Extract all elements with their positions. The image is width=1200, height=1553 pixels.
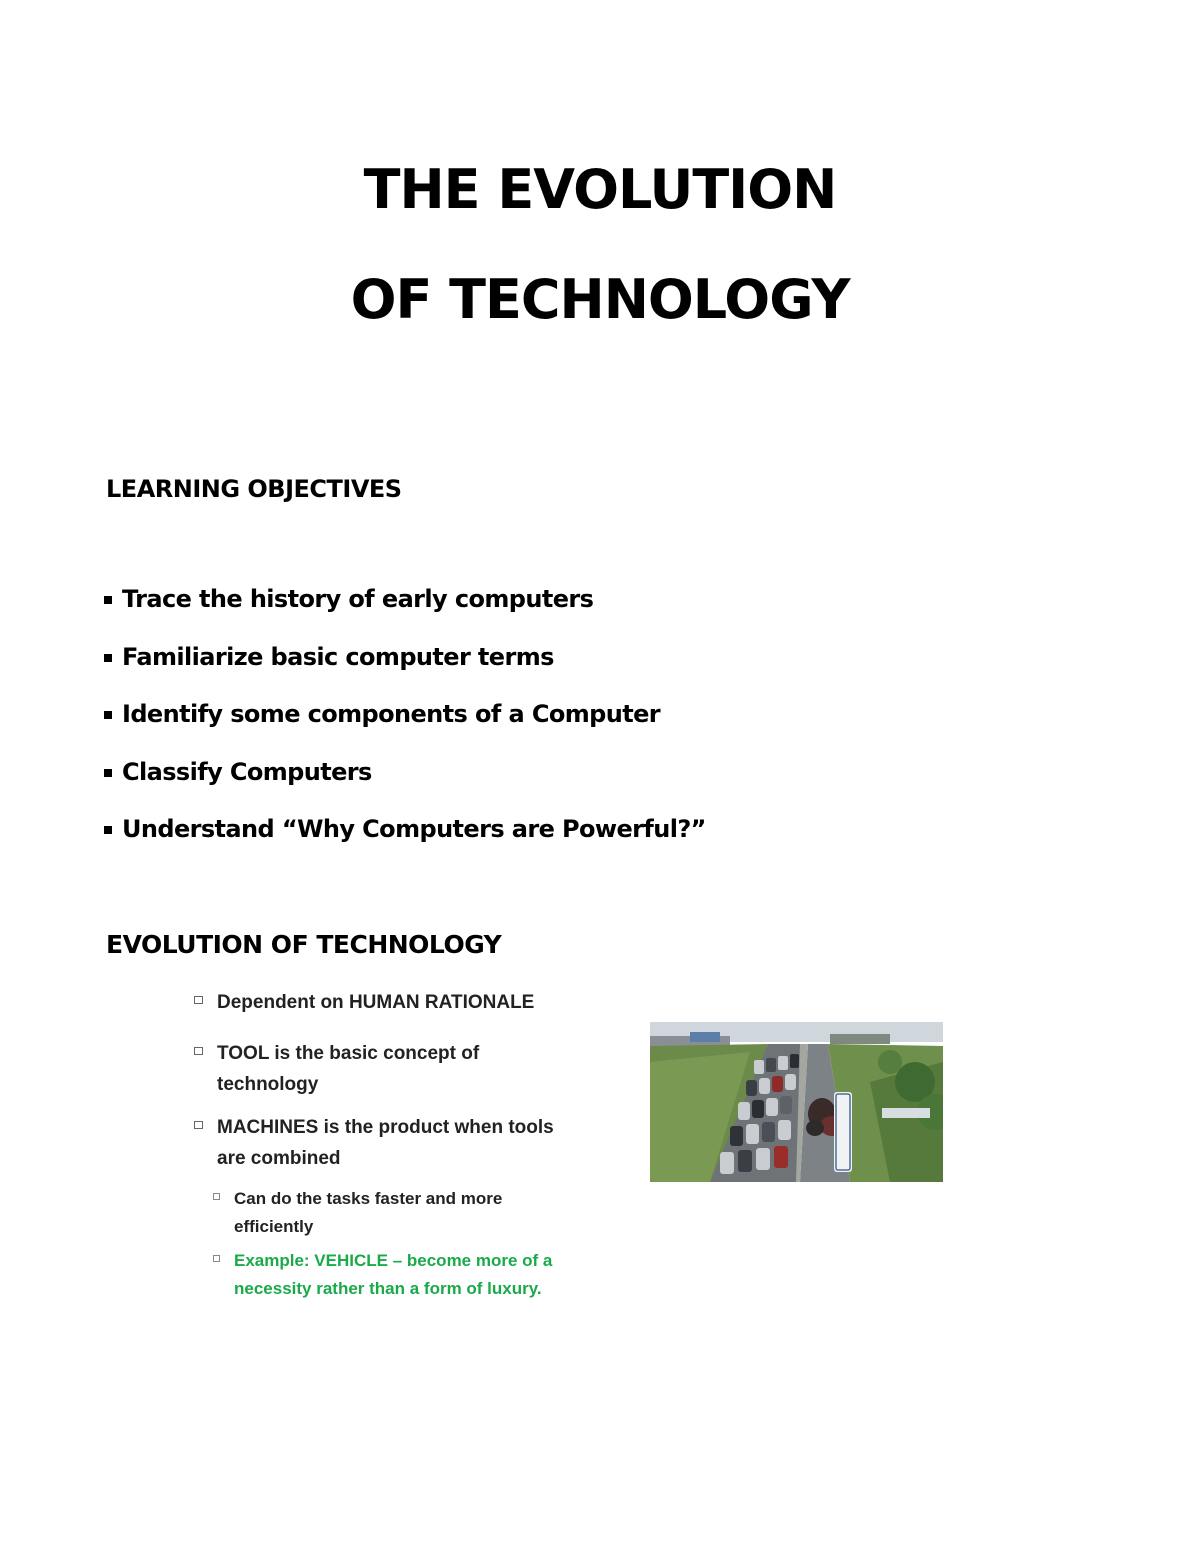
objective-item	[104, 643, 706, 701]
evolution-subitem-text: Can do the tasks faster and more	[234, 1189, 503, 1208]
checkbox-bullet-icon	[213, 1255, 220, 1262]
objective-item	[104, 585, 706, 643]
evolution-subitem	[213, 1185, 502, 1241]
checkbox-bullet-icon	[194, 1121, 203, 1129]
evolution-example-text: Example: VEHICLE – become more of a	[234, 1251, 553, 1270]
traffic-photo	[650, 1022, 943, 1182]
evolution-subitem-text-continued: efficiently	[234, 1217, 314, 1236]
objective-text: Trace the history of early computers	[122, 585, 594, 613]
square-bullet-icon	[104, 826, 112, 834]
evolution-item	[194, 1038, 479, 1100]
document-title-line-2: OF TECHNOLOGY	[350, 268, 850, 331]
checkbox-bullet-icon	[194, 996, 203, 1004]
checkbox-bullet-icon	[213, 1193, 220, 1200]
square-bullet-icon	[104, 654, 112, 662]
evolution-item	[194, 1112, 554, 1174]
objective-item	[104, 758, 706, 816]
square-bullet-icon	[104, 769, 112, 777]
evolution-heading: EVOLUTION OF TECHNOLOGY	[106, 930, 502, 959]
evolution-example-text-continued: necessity rather than a form of luxury.	[234, 1279, 542, 1298]
evolution-item-text-continued: technology	[217, 1074, 319, 1095]
checkbox-bullet-icon	[194, 1047, 203, 1055]
evolution-item	[194, 987, 534, 1018]
square-bullet-icon	[104, 596, 112, 604]
learning-objectives-list	[104, 585, 706, 873]
objective-item	[104, 815, 706, 873]
evolution-subitem-example	[213, 1247, 552, 1303]
learning-objectives-heading: LEARNING OBJECTIVES	[106, 475, 402, 503]
square-bullet-icon	[104, 711, 112, 719]
objective-text: Familiarize basic computer terms	[122, 642, 554, 671]
objective-item	[104, 700, 706, 758]
objective-text: Understand “Why Computers are Powerful?”	[122, 815, 706, 843]
document-title-line-1: THE EVOLUTION	[363, 158, 837, 221]
evolution-item-text: TOOL is the basic concept of	[217, 1043, 480, 1064]
evolution-item-text: Dependent on HUMAN RATIONALE	[217, 992, 535, 1013]
evolution-item-text-continued: are combined	[217, 1148, 341, 1169]
objective-text: Identify some components of a Computer	[122, 700, 660, 728]
evolution-item-text: MACHINES is the product when tools	[217, 1117, 554, 1138]
objective-text: Classify Computers	[122, 757, 372, 786]
